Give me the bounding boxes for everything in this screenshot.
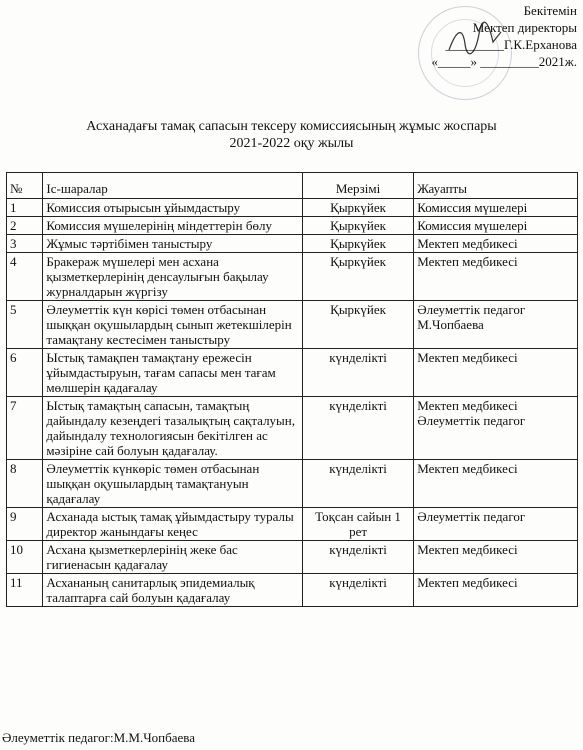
approval-heading: Бекітемін <box>523 3 577 18</box>
row-term: Қыркүйек <box>302 217 413 235</box>
row-responsible: Комиссия мүшелері <box>414 217 578 235</box>
table-row <box>7 508 578 541</box>
row-responsible: Мектеп медбикесі <box>414 253 578 301</box>
row-responsible: Мектеп медбикесі <box>414 460 578 508</box>
table-row <box>7 235 578 253</box>
row-number: 6 <box>7 349 43 397</box>
table-row <box>7 574 578 607</box>
table-row <box>7 541 578 574</box>
table-row <box>7 253 578 301</box>
row-number: 2 <box>7 217 43 235</box>
row-term: Қыркүйек <box>302 199 413 217</box>
title-main: Асханадағы тамақ сапасын тексеру комиссиясының жұмыс жоспары <box>86 119 497 134</box>
row-activity: Комиссия отырысын ұйымдастыру <box>43 199 302 217</box>
approval-date: «_____» _________2021ж. <box>431 54 577 69</box>
row-term: күнделікті <box>302 397 413 460</box>
row-number: 3 <box>7 235 43 253</box>
row-activity: Ыстық тамақпен тамақтану ережесін ұйымдастыруын, тағам сапасы мен тағам мөлшерін қадағалау <box>43 349 302 397</box>
row-number: 11 <box>7 574 43 607</box>
row-responsible: Мектеп медбикесі <box>414 235 578 253</box>
work-plan-table <box>6 172 578 607</box>
row-term: Тоқсан сайын 1 рет <box>302 508 413 541</box>
footer-signature: Әлеуметтік педагог:М.М.Чопбаева <box>2 730 195 745</box>
row-term: күнделікті <box>302 460 413 508</box>
row-activity: Комиссия мүшелерінің міндеттерін бөлу <box>43 217 302 235</box>
header-activities: Іс-шаралар <box>43 173 302 199</box>
header-term: Мерзімі <box>302 173 413 199</box>
row-term: күнделікті <box>302 349 413 397</box>
title-year: 2021-2022 оқу жылы <box>229 136 354 151</box>
row-term: Қыркүйек <box>302 235 413 253</box>
row-term: күнделікті <box>302 541 413 574</box>
row-activity: Ыстық тамақтың сапасын, тамақтың дайындалу кезеңдегі тазалықтың сақталуын, дайындалу технологиясын бекітілген ас мәзіріне сай болуын қадағалау. <box>43 397 302 460</box>
approval-signatory: _________Г.К.Ерханова <box>445 37 577 52</box>
row-responsible: Әлеуметтік педагог <box>414 508 578 541</box>
row-number: 5 <box>7 301 43 349</box>
row-responsible: Мектеп медбикесі <box>414 541 578 574</box>
row-activity: Әлеуметтік күн көрісі төмен отбасынан шыққан оқушылардың сынып жетекшілерін тамақтану кестесімен таныстыру <box>43 301 302 349</box>
header-responsible: Жауапты <box>414 173 578 199</box>
row-activity: Асханада ыстық тамақ ұйымдастыру туралы директор жанындағы кеңес <box>43 508 302 541</box>
table-row <box>7 301 578 349</box>
row-responsible: Мектеп медбикесі <box>414 349 578 397</box>
header-number: № <box>7 173 43 199</box>
row-responsible: Мектеп медбикесі Әлеуметтік педагог <box>414 397 578 460</box>
approval-position: Мектеп директоры <box>472 20 577 35</box>
row-term: Қыркүйек <box>302 301 413 349</box>
table-row <box>7 460 578 508</box>
row-number: 9 <box>7 508 43 541</box>
table-header-row <box>7 173 578 199</box>
row-term: Қыркүйек <box>302 253 413 301</box>
row-number: 8 <box>7 460 43 508</box>
row-term: күнделікті <box>302 574 413 607</box>
row-number: 1 <box>7 199 43 217</box>
row-activity: Асхана қызметкерлерінің жеке бас гигиенасын қадағалау <box>43 541 302 574</box>
table-row <box>7 397 578 460</box>
approval-block <box>432 2 577 70</box>
row-responsible: Мектеп медбикесі <box>414 574 578 607</box>
row-number: 10 <box>7 541 43 574</box>
row-number: 7 <box>7 397 43 460</box>
row-activity: Әлеуметтік күнкөріс төмен отбасынан шыққан оқушылардың тамақтануын қадағалау <box>43 460 302 508</box>
row-number: 4 <box>7 253 43 301</box>
table-row <box>7 199 578 217</box>
row-responsible: Комиссия мүшелері <box>414 199 578 217</box>
row-activity: Жұмыс тәртібімен таныстыру <box>43 235 302 253</box>
table-row <box>7 349 578 397</box>
table-row <box>7 217 578 235</box>
row-activity: Бракераж мүшелері мен асхана қызметкерлерінің денсаулығын бақылау журналдарын жүргізу <box>43 253 302 301</box>
document-title <box>0 118 583 152</box>
row-activity: Асхананың санитарлық эпидемиалық талаптарға сай болуын қадағалау <box>43 574 302 607</box>
row-responsible: Әлеуметтік педагог М.Чопбаева <box>414 301 578 349</box>
